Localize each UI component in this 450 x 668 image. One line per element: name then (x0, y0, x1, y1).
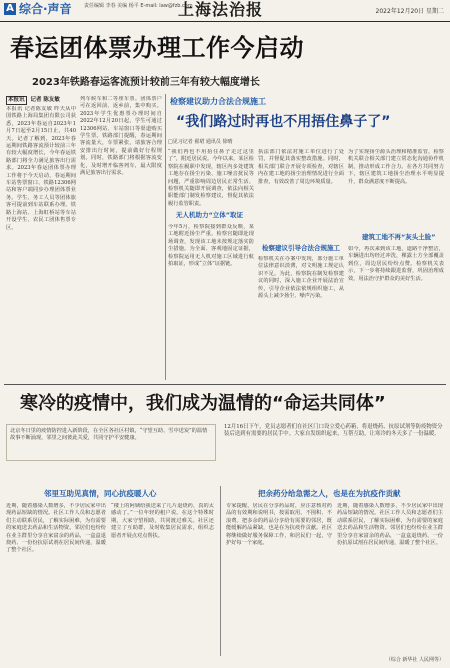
feature-headline: 寒冷的疫情中，我们成为温情的“命运共同体” (20, 393, 386, 414)
feature-column-3: 专家提醒，居民在分享药品时，应注意核对药品的有效期和说明书，按需取用，不囤积、不浪费。把多余的药品分享给有需要的邻居，既能缓解药品紧缺，也是在为抗疫作贡献。社区将继续做好服务保障工作，和居民们一起，守护好每一个家庭。 (226, 503, 332, 547)
feature-subhead-2: 把余药分给急需之人，也是在为抗疫作贡献 (258, 489, 401, 498)
section-badge: A (4, 3, 16, 15)
feature-credit: （综合 新华社 人民网等） (385, 657, 444, 663)
lead-column-2: 列车候车和二等座车票。团体票户可在返回前、返乡前，集中购买。2023年学生优惠票办理时间自2022年12月20日起，学生可通过12306网站、车站窗口等渠道购买学生票。铁路部门提醒，春运期间客流量大，车票紧张，请旅客合理安排出行时间，提前做好行程规划。同时，铁路部门将根据客流变化，及时增开临客列车，最大限度满足旅客出行需求。 (80, 96, 162, 177)
feature-column-2: “楼上的阿姨给我送来了几片退烧药，真的太感动了。”一位年轻的租户说。在这个特殊时期，大家守望相助，共同渡过难关。社区还建立了互助群，及时收集居民需求，组织志愿者开展点对点帮扶。 (111, 503, 214, 539)
right-story-title: “我们路过时再也不用捂住鼻子了” (176, 114, 391, 130)
byline-tag: 本报讯 (8, 97, 25, 103)
page-header (0, 0, 450, 22)
section-title: 综合·声音 (19, 2, 72, 16)
lead-byline (6, 96, 60, 105)
issue-date: 2022年12月20日 星期二 (375, 8, 444, 15)
right-column-2: 执法部门依法对施工单位进行了处罚，并督促其落实整改措施。同时，相关部门联合开展专项检查，对辖区内在建工地的扬尘治理情况进行全面排查，有效改善了周边环境质量。 (258, 149, 344, 185)
editor-info: 责任编辑 李春 美编 杨平 E-mail: law@fzb.com (84, 3, 193, 9)
feature-divider (220, 486, 221, 656)
feature-column-4: 近期，随着感染人数增多，不少居民家中出现药品短缺的情况。社区工作人员和志愿者们主动联系居民，了解实际困难，为有需要的家庭送去药品和生活物资。邻居们也纷纷在业主群里分享自家富余的药品，一盒盒退烧药、一份份抗原试剂在居民间传递，温暖了整个社区。 (337, 503, 443, 547)
newspaper-logo: 上海法治报 (178, 0, 264, 19)
column-divider (165, 94, 166, 380)
feature-subhead-1: 邻里互助见真情，同心抗疫暖人心 (44, 489, 157, 498)
right-column-1b: 今年5月，检察院接到群众反映，某工地附近扬尘严重。检察官随即赴现场调查，发现该工地未按规定落实防尘措施。为全面、客观地固定证据，检察院运用无人机对施工区域进行航拍取证，形成“立体”证据链。 (168, 224, 254, 268)
right-column-2b: 检察机关在办案中发现，部分施工单位法律意识淡薄，对文明施工规定认识不足。为此，检察院在制发检察建议的同时，深入施工企业开展法治宣传，引导企业依法依规组织施工，从源头上减少扬尘、噪声污染。 (258, 256, 344, 300)
byline-author: 记者 陈友敏 (30, 97, 60, 103)
feature-column-1: 近期，随着感染人数增多，不少居民家中出现药品短缺的情况。社区工作人员和志愿者们主动联系居民，了解实际困难，为有需要的家庭送去药品和生活物资。邻居们也纷纷在业主群里分享自家富余的药品，一盒盒退烧药、一份份抗原试剂在居民间传递，温暖了整个社区。 (6, 503, 106, 554)
right-column-3: 为了实现扬尘源头治理和精准监管，检察机关联合相关部门建立常态化沟通协作机制，推动形成工作合力。在各方共同努力下，辖区建筑工地扬尘治理水平明显提升，群众满意度不断提高。 (348, 149, 444, 185)
right-story-author: □见习记者 翟珺 通讯员 徐晴 (168, 139, 233, 145)
feature-summary-box: 北京冬日里的疫情防控进入新阶段，在全区各社区村镇，“守望互助、雪中送炭”的温情故事不断涌现，邻里之间彼此关爱，共同守护平安健康。 (6, 424, 216, 461)
lead-column-1: 本报讯 记者陈友敏 昨天从中国铁路上海局集团有限公司获悉，2023年春运自2023年1月7日起至2月15日止，共40天。记者了解到，2023年春运期间铁路客流预计较前三年有较大幅度增长，今年春运铁路部门将全力满足旅客出行需求。2023年春运团体票办理工作将于今天启动，春运期间车站售票窗口、铁路12306网站和客户端同步办理团体票业务。学生、务工人员等团体旅客可提前到车站联系办理。铁路上海站、上海虹桥站等车站开设学生、农民工团体售票专区。 (6, 106, 76, 231)
lead-headline: 春运团体票办理工作今启动 (10, 34, 304, 62)
right-column-1: “我们再也不用捂住鼻子走过这里了”，附近居民说。今年以来，某区检察院在履职中发现，辖区内多处建筑工地存在扬尘污染、施工噪音扰民等问题，严重影响周边居民正常生活。检察机关随即开展调查，依法向相关职能部门制发检察建议，督促其依法履行监管职责。 (168, 149, 254, 207)
right-column-3b: 如今，再次来到该工地，道路干净整洁，车辆进出均经过冲洗，裸露土方全部覆盖到位，周边居民纷纷点赞。检察机关表示，下一步将持续跟进监督，巩固治理成效，用法治守护群众的美好生活。 (348, 246, 444, 282)
feature-intro: 12月16日下午，党员志愿者们在社区门口设立爱心药箱，将退烧药、抗原试剂等防疫物资分装后送到有需要的居民手中。大家自发组织起来，互帮互助，让寒冷的冬天多了一份温暖。 (224, 424, 443, 438)
right-section-title-3: 建筑工地不再“灰头土脸” (362, 233, 436, 241)
right-section-title-1: 无人机助力“立体”取证 (176, 211, 244, 219)
right-story-kicker: 检察建议助力合法合规施工 (170, 97, 266, 106)
right-section-title-2: 检察建议引导合法合规施工 (262, 244, 340, 252)
lead-subhead: 2023年铁路春运客流预计较前三年有较大幅度增长 (32, 77, 260, 88)
section-divider (4, 384, 446, 385)
